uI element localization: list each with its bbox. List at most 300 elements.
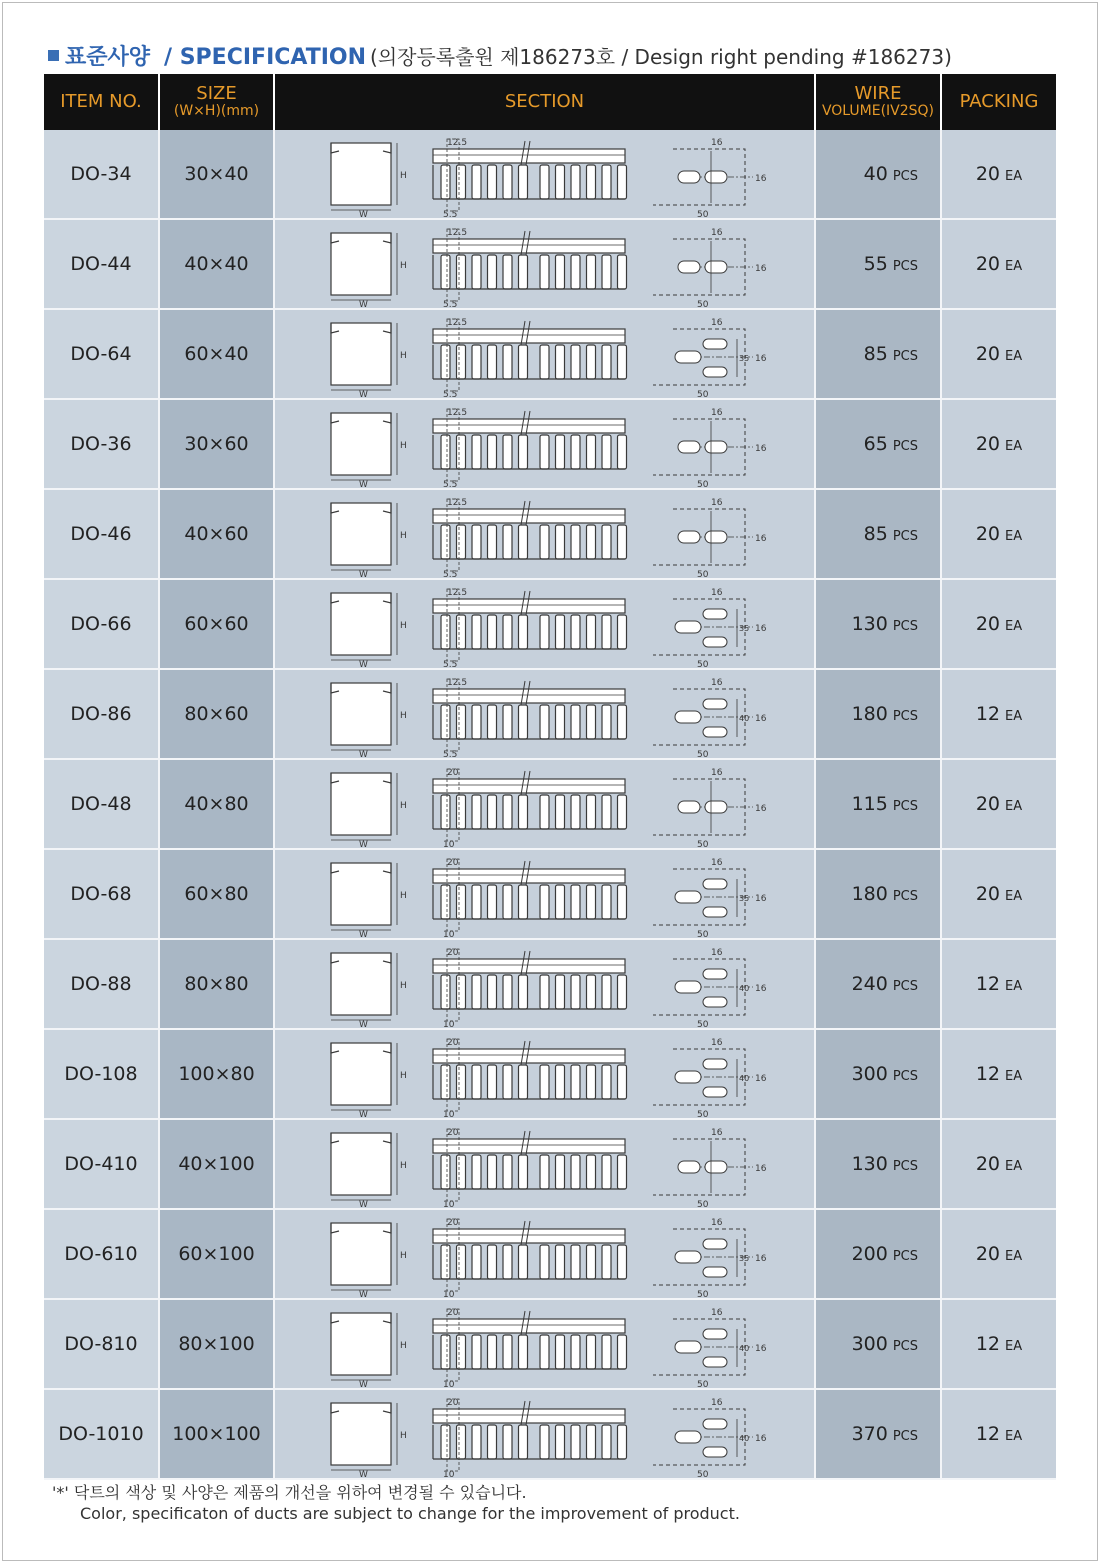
wire-volume-value: 85	[863, 343, 888, 365]
wire-header-unit: VOLUME(IV2SQ)	[821, 103, 935, 120]
item-no-cell: DO-410	[44, 1119, 159, 1209]
wire-volume-value: 40	[863, 163, 888, 185]
hole-position-label: 50	[697, 1380, 709, 1387]
cross-section-drawing	[331, 1043, 397, 1110]
packing-unit: EA	[1005, 1159, 1023, 1174]
wire-volume-cell	[815, 1029, 941, 1119]
hole-mid-dim-label: 35	[739, 624, 750, 633]
wire-volume-cell	[815, 939, 941, 1029]
size-cell: 60×100	[159, 1209, 274, 1299]
height-label: H	[400, 1251, 407, 1261]
base-hole-drawing	[653, 329, 753, 385]
wire-volume-value: 55	[863, 253, 888, 275]
wire-volume-value: 300	[851, 1063, 888, 1085]
height-label: H	[400, 801, 407, 811]
section-drawing	[275, 401, 815, 487]
height-label: H	[400, 621, 407, 631]
packing-cell	[941, 1119, 1056, 1209]
hole-position-label: 50	[697, 390, 709, 397]
wire-volume-cell	[815, 1299, 941, 1389]
width-label: W	[359, 1290, 368, 1297]
col-header-section: SECTION	[274, 74, 815, 130]
base-dim-label: 10	[443, 1380, 455, 1387]
hole-right-dim-label: 16	[755, 984, 767, 994]
width-label: W	[359, 1470, 368, 1477]
hole-right-dim-label: 16	[755, 714, 767, 724]
wire-volume-cell	[815, 579, 941, 669]
page-title	[48, 40, 952, 71]
height-label: H	[400, 531, 407, 541]
table-row	[44, 1299, 1056, 1389]
packing-unit: EA	[1005, 1339, 1023, 1354]
packing-unit: EA	[1005, 439, 1023, 454]
section-drawing	[275, 581, 815, 667]
size-cell: 80×100	[159, 1299, 274, 1389]
cross-section-drawing	[331, 1403, 397, 1470]
item-no-cell: DO-1010	[44, 1389, 159, 1479]
base-dim-label: 5.5	[443, 210, 458, 217]
slot-pitch-label: 20	[447, 948, 459, 958]
size-cell: 40×40	[159, 219, 274, 309]
packing-value: 12	[975, 703, 1001, 725]
size-cell: 80×80	[159, 939, 274, 1029]
size-cell: 40×80	[159, 759, 274, 849]
packing-value: 20	[975, 343, 1001, 365]
side-view-drawing	[433, 859, 627, 931]
specification-table	[44, 74, 1056, 1480]
base-hole-drawing	[653, 1409, 753, 1465]
wire-volume-cell	[815, 489, 941, 579]
packing-value: 20	[975, 1243, 1001, 1265]
hole-mid-dim-label: 35	[739, 354, 750, 363]
wire-volume-unit: PCS	[892, 439, 918, 454]
wire-volume-unit: PCS	[892, 619, 918, 634]
base-dim-label: 5.5	[443, 390, 458, 397]
side-view-drawing	[433, 949, 627, 1021]
hole-position-label: 50	[697, 840, 709, 847]
wire-volume-value: 200	[851, 1243, 888, 1265]
section-cell	[274, 849, 815, 939]
wire-volume-cell	[815, 1209, 941, 1299]
packing-value: 12	[975, 1063, 1001, 1085]
hole-dim-label: 16	[711, 138, 723, 148]
packing-unit: EA	[1005, 979, 1023, 994]
cross-section-drawing	[331, 683, 397, 750]
base-dim-label: 5.5	[443, 480, 458, 487]
hole-position-label: 50	[697, 1020, 709, 1027]
packing-unit: EA	[1005, 799, 1023, 814]
hole-right-dim-label: 16	[755, 264, 767, 274]
hole-position-label: 50	[697, 300, 709, 307]
hole-right-dim-label: 16	[755, 1434, 767, 1444]
width-label: W	[359, 390, 368, 397]
packing-cell	[941, 309, 1056, 399]
title-korean: 표준사양	[65, 45, 151, 70]
width-label: W	[359, 840, 368, 847]
side-view-drawing	[433, 499, 627, 571]
base-dim-label: 10	[443, 840, 455, 847]
cross-section-drawing	[331, 143, 397, 210]
cross-section-drawing	[331, 233, 397, 300]
section-drawing	[275, 851, 815, 937]
wire-volume-value: 115	[851, 793, 888, 815]
section-drawing	[275, 131, 815, 217]
wire-volume-value: 370	[851, 1423, 888, 1445]
item-no-cell: DO-88	[44, 939, 159, 1029]
table-row	[44, 1119, 1056, 1209]
size-cell: 80×60	[159, 669, 274, 759]
wire-volume-unit: PCS	[892, 1429, 918, 1444]
packing-cell	[941, 759, 1056, 849]
footer-note	[52, 1482, 740, 1524]
section-cell	[274, 1029, 815, 1119]
size-cell: 60×40	[159, 309, 274, 399]
packing-value: 20	[975, 883, 1001, 905]
packing-cell	[941, 1389, 1056, 1479]
wire-volume-unit: PCS	[892, 709, 918, 724]
table-row	[44, 1389, 1056, 1479]
cross-section-drawing	[331, 1133, 397, 1200]
hole-dim-label: 16	[711, 1308, 723, 1318]
cross-section-drawing	[331, 773, 397, 840]
side-view-drawing	[433, 229, 627, 301]
title-english: / SPECIFICATION	[164, 45, 367, 70]
cross-section-drawing	[331, 953, 397, 1020]
item-no-cell: DO-610	[44, 1209, 159, 1299]
packing-cell	[941, 669, 1056, 759]
table-row	[44, 130, 1056, 219]
hole-mid-dim-label: 40	[739, 1074, 750, 1083]
hole-dim-label: 16	[711, 1038, 723, 1048]
packing-value: 20	[975, 613, 1001, 635]
hole-dim-label: 16	[711, 948, 723, 958]
col-header-item-no: ITEM NO.	[44, 74, 159, 130]
wire-volume-value: 300	[851, 1333, 888, 1355]
section-cell	[274, 759, 815, 849]
base-dim-label: 5.5	[443, 660, 458, 667]
section-drawing	[275, 1031, 815, 1117]
wire-volume-cell	[815, 309, 941, 399]
base-dim-label: 5.5	[443, 750, 458, 757]
packing-value: 20	[975, 1153, 1001, 1175]
size-header-label: SIZE	[196, 83, 237, 105]
wire-volume-cell	[815, 1119, 941, 1209]
wire-volume-unit: PCS	[892, 349, 918, 364]
packing-unit: EA	[1005, 1069, 1023, 1084]
hole-position-label: 50	[697, 1470, 709, 1477]
wire-volume-unit: PCS	[892, 889, 918, 904]
item-no-cell: DO-48	[44, 759, 159, 849]
wire-volume-value: 130	[851, 613, 888, 635]
wire-volume-value: 65	[863, 433, 888, 455]
hole-right-dim-label: 16	[755, 804, 767, 814]
hole-dim-label: 16	[711, 408, 723, 418]
table-row	[44, 849, 1056, 939]
size-cell: 60×60	[159, 579, 274, 669]
table-row	[44, 309, 1056, 399]
packing-unit: EA	[1005, 889, 1023, 904]
height-label: H	[400, 171, 407, 181]
item-no-cell: DO-86	[44, 669, 159, 759]
wire-volume-value: 180	[851, 883, 888, 905]
width-label: W	[359, 1380, 368, 1387]
base-hole-drawing	[653, 1229, 753, 1285]
wire-volume-cell	[815, 849, 941, 939]
size-cell: 40×100	[159, 1119, 274, 1209]
base-dim-label: 5.5	[443, 570, 458, 577]
wire-volume-cell	[815, 759, 941, 849]
item-no-cell: DO-44	[44, 219, 159, 309]
width-label: W	[359, 1020, 368, 1027]
section-drawing	[275, 671, 815, 757]
packing-unit: EA	[1005, 259, 1023, 274]
base-hole-drawing	[653, 419, 753, 475]
table-row	[44, 939, 1056, 1029]
table-row	[44, 399, 1056, 489]
hole-right-dim-label: 16	[755, 444, 767, 454]
cross-section-drawing	[331, 413, 397, 480]
width-label: W	[359, 660, 368, 667]
cross-section-drawing	[331, 1313, 397, 1380]
base-dim-label: 10	[443, 1290, 455, 1297]
height-label: H	[400, 1341, 407, 1351]
wire-volume-unit: PCS	[892, 1249, 918, 1264]
table-header-row	[44, 74, 1056, 130]
cross-section-drawing	[331, 593, 397, 660]
base-dim-label: 5.5	[443, 300, 458, 307]
hole-mid-dim-label: 40	[739, 714, 750, 723]
height-label: H	[400, 1161, 407, 1171]
height-label: H	[400, 891, 407, 901]
hole-dim-label: 16	[711, 228, 723, 238]
hole-mid-dim-label: 40	[739, 984, 750, 993]
section-cell	[274, 1299, 815, 1389]
height-label: H	[400, 1071, 407, 1081]
hole-right-dim-label: 16	[755, 894, 767, 904]
section-drawing	[275, 1391, 815, 1477]
item-no-cell: DO-34	[44, 130, 159, 219]
size-cell: 60×80	[159, 849, 274, 939]
wire-volume-unit: PCS	[892, 529, 918, 544]
wire-volume-unit: PCS	[892, 259, 918, 274]
width-label: W	[359, 930, 368, 937]
packing-cell	[941, 1029, 1056, 1119]
section-cell	[274, 579, 815, 669]
base-hole-drawing	[653, 149, 753, 205]
section-cell	[274, 1209, 815, 1299]
packing-cell	[941, 1299, 1056, 1389]
side-view-drawing	[433, 1399, 627, 1471]
table-row	[44, 219, 1056, 309]
wire-volume-cell	[815, 219, 941, 309]
section-cell	[274, 309, 815, 399]
side-view-drawing	[433, 1129, 627, 1201]
packing-unit: EA	[1005, 619, 1023, 634]
height-label: H	[400, 351, 407, 361]
wire-volume-unit: PCS	[892, 979, 918, 994]
slot-pitch-label: 20	[447, 1218, 459, 1228]
packing-value: 12	[975, 1333, 1001, 1355]
base-hole-drawing	[653, 869, 753, 925]
height-label: H	[400, 981, 407, 991]
item-no-cell: DO-46	[44, 489, 159, 579]
table-row	[44, 1209, 1056, 1299]
size-cell: 100×80	[159, 1029, 274, 1119]
hole-dim-label: 16	[711, 858, 723, 868]
packing-value: 20	[975, 793, 1001, 815]
size-cell: 30×60	[159, 399, 274, 489]
wire-volume-unit: PCS	[892, 799, 918, 814]
side-view-drawing	[433, 409, 627, 481]
wire-volume-cell	[815, 669, 941, 759]
base-hole-drawing	[653, 779, 753, 835]
size-header-unit: (W×H)(mm)	[173, 103, 260, 120]
packing-value: 12	[975, 1423, 1001, 1445]
section-cell	[274, 939, 815, 1029]
side-view-drawing	[433, 1309, 627, 1381]
width-label: W	[359, 1110, 368, 1117]
base-dim-label: 10	[443, 1020, 455, 1027]
design-right-note: (의장등록출원 제186273호 / Design right pending #186273)	[370, 45, 952, 69]
wire-volume-unit: PCS	[892, 1069, 918, 1084]
side-view-drawing	[433, 1219, 627, 1291]
base-dim-label: 10	[443, 930, 455, 937]
hole-right-dim-label: 16	[755, 1254, 767, 1264]
slot-pitch-label: 20	[447, 858, 459, 868]
width-label: W	[359, 480, 368, 487]
base-dim-label: 10	[443, 1200, 455, 1207]
item-no-cell: DO-64	[44, 309, 159, 399]
packing-unit: EA	[1005, 709, 1023, 724]
slot-pitch-label: 12.5	[447, 588, 468, 598]
base-dim-label: 10	[443, 1470, 455, 1477]
side-view-drawing	[433, 769, 627, 841]
hole-position-label: 50	[697, 570, 709, 577]
height-label: H	[400, 1431, 407, 1441]
slot-pitch-label: 20	[447, 1308, 459, 1318]
hole-dim-label: 16	[711, 318, 723, 328]
bullet-square-icon	[48, 50, 59, 61]
packing-unit: EA	[1005, 349, 1023, 364]
side-view-drawing	[433, 589, 627, 661]
packing-unit: EA	[1005, 1429, 1023, 1444]
section-cell	[274, 1119, 815, 1209]
base-dim-label: 10	[443, 1110, 455, 1117]
height-label: H	[400, 441, 407, 451]
footer-note-english: Color, specificaton of ducts are subject to change for the improvement of product.	[80, 1504, 740, 1523]
hole-position-label: 50	[697, 660, 709, 667]
wire-volume-value: 240	[851, 973, 888, 995]
hole-position-label: 50	[697, 1110, 709, 1117]
hole-dim-label: 16	[711, 768, 723, 778]
section-cell	[274, 1389, 815, 1479]
side-view-drawing	[433, 139, 627, 211]
height-label: H	[400, 261, 407, 271]
packing-cell	[941, 1209, 1056, 1299]
wire-volume-cell	[815, 1389, 941, 1479]
wire-volume-unit: PCS	[892, 1339, 918, 1354]
base-hole-drawing	[653, 959, 753, 1015]
side-view-drawing	[433, 679, 627, 751]
packing-cell	[941, 579, 1056, 669]
cross-section-drawing	[331, 863, 397, 930]
base-hole-drawing	[653, 1319, 753, 1375]
hole-dim-label: 16	[711, 1128, 723, 1138]
slot-pitch-label: 12.5	[447, 138, 468, 148]
hole-right-dim-label: 16	[755, 354, 767, 364]
section-cell	[274, 669, 815, 759]
width-label: W	[359, 210, 368, 217]
packing-value: 12	[975, 973, 1001, 995]
item-no-cell: DO-68	[44, 849, 159, 939]
footer-note-korean: '*' 닥트의 색상 및 사양은 제품의 개선을 위하여 변경될 수 있습니다.	[52, 1483, 527, 1502]
wire-header-label: WIRE	[854, 83, 902, 105]
width-label: W	[359, 570, 368, 577]
hole-right-dim-label: 16	[755, 1074, 767, 1084]
hole-position-label: 50	[697, 1200, 709, 1207]
hole-position-label: 50	[697, 1290, 709, 1297]
wire-volume-unit: PCS	[892, 169, 918, 184]
size-cell: 40×60	[159, 489, 274, 579]
packing-cell	[941, 489, 1056, 579]
hole-dim-label: 16	[711, 498, 723, 508]
width-label: W	[359, 1200, 368, 1207]
slot-pitch-label: 12.5	[447, 678, 468, 688]
base-hole-drawing	[653, 1139, 753, 1195]
section-drawing	[275, 491, 815, 577]
packing-cell	[941, 399, 1056, 489]
table-row	[44, 1029, 1056, 1119]
cross-section-drawing	[331, 1223, 397, 1290]
slot-pitch-label: 12.5	[447, 318, 468, 328]
section-drawing	[275, 941, 815, 1027]
cross-section-drawing	[331, 503, 397, 570]
hole-position-label: 50	[697, 930, 709, 937]
hole-right-dim-label: 16	[755, 174, 767, 184]
hole-right-dim-label: 16	[755, 534, 767, 544]
table-row	[44, 579, 1056, 669]
section-cell	[274, 399, 815, 489]
wire-volume-unit: PCS	[892, 1159, 918, 1174]
packing-value: 20	[975, 523, 1001, 545]
packing-cell	[941, 849, 1056, 939]
col-header-wire	[815, 74, 941, 130]
base-hole-drawing	[653, 599, 753, 655]
size-cell: 100×100	[159, 1389, 274, 1479]
slot-pitch-label: 12.5	[447, 408, 468, 418]
slot-pitch-label: 12.5	[447, 228, 468, 238]
wire-volume-value: 85	[863, 523, 888, 545]
item-no-cell: DO-810	[44, 1299, 159, 1389]
section-drawing	[275, 221, 815, 307]
slot-pitch-label: 20	[447, 1128, 459, 1138]
hole-right-dim-label: 16	[755, 624, 767, 634]
size-cell: 30×40	[159, 130, 274, 219]
hole-dim-label: 16	[711, 678, 723, 688]
cross-section-drawing	[331, 323, 397, 390]
item-no-cell: DO-36	[44, 399, 159, 489]
packing-unit: EA	[1005, 169, 1023, 184]
hole-dim-label: 16	[711, 1398, 723, 1408]
section-drawing	[275, 1121, 815, 1207]
base-hole-drawing	[653, 239, 753, 295]
packing-cell	[941, 939, 1056, 1029]
slot-pitch-label: 20	[447, 1038, 459, 1048]
hole-mid-dim-label: 40	[739, 1344, 750, 1353]
base-hole-drawing	[653, 689, 753, 745]
side-view-drawing	[433, 319, 627, 391]
hole-mid-dim-label: 35	[739, 1254, 750, 1263]
